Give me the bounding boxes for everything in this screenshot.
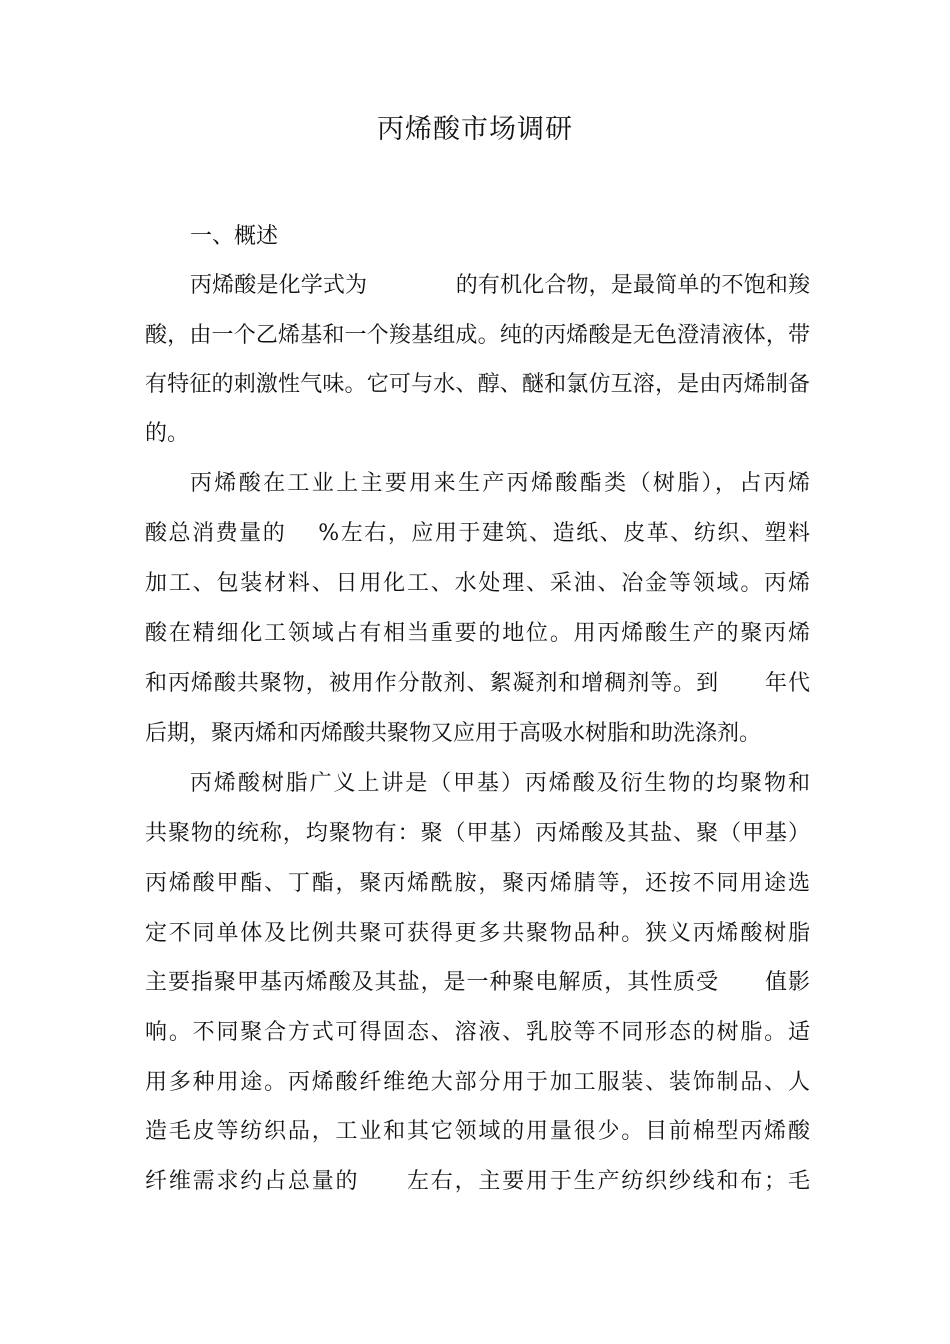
document-title: 丙烯酸市场调研 (377, 114, 573, 145)
paragraph-line: 后期，聚丙烯和丙烯酸共聚物又应用于高吸水树脂和助洗涤剂。 (145, 721, 762, 746)
paragraph-line: 酸，由一个乙烯基和一个羧基组成。纯的丙烯酸是无色澄清液体，带 (145, 323, 810, 348)
paragraph-line: 用多种用途。丙烯酸纤维绝大部分用于加工服装、装饰制品、人 (145, 1070, 810, 1095)
paragraph-line: 丙烯酸在工业上主要用来生产丙烯酸酯类（树脂），占丙烯 (190, 471, 810, 496)
paragraph-line: 定不同单体及比例共聚可获得更多共聚物品种。狭义丙烯酸树脂 (145, 921, 810, 946)
paragraph-line: 和丙烯酸共聚物，被用作分散剂、絮凝剂和增稠剂等。到 年代 (145, 671, 810, 696)
paragraph-line: 丙烯酸是化学式为 的有机化合物，是最简单的不饱和羧 (190, 273, 810, 298)
paragraph-line: 酸总消费量的 %左右，应用于建筑、造纸、皮革、纺织、塑料 (145, 521, 810, 546)
paragraph-line: 造毛皮等纺织品，工业和其它领域的用量很少。目前棉型丙烯酸 (145, 1119, 810, 1144)
paragraph-line: 加工、包装材料、日用化工、水处理、采油、冶金等领域。丙烯 (145, 571, 810, 596)
paragraph-line: 酸在精细化工领域占有相当重要的地位。用丙烯酸生产的聚丙烯 (145, 621, 810, 646)
section-heading: 一、概述 (190, 224, 279, 249)
paragraph-line: 共聚物的统称，均聚物有：聚（甲基）丙烯酸及其盐、聚（甲基） (145, 821, 810, 846)
paragraph-line: 主要指聚甲基丙烯酸及其盐，是一种聚电解质，其性质受 值影 (145, 970, 810, 995)
paragraph-line: 响。不同聚合方式可得固态、溶液、乳胶等不同形态的树脂。适 (145, 1020, 810, 1045)
paragraph-line: 的。 (145, 421, 190, 446)
paragraph-line: 丙烯酸树脂广义上讲是（甲基）丙烯酸及衍生物的均聚物和 (190, 771, 810, 796)
paragraph-line: 有特征的刺激性气味。它可与水、醇、醚和氯仿互溶，是由丙烯制备 (145, 372, 810, 397)
paragraph-line: 丙烯酸甲酯、丁酯，聚丙烯酰胺，聚丙烯腈等，还按不同用途选 (145, 871, 810, 896)
paragraph-line: 纤维需求约占总量的 左右，主要用于生产纺织纱线和布；毛 (145, 1169, 810, 1194)
